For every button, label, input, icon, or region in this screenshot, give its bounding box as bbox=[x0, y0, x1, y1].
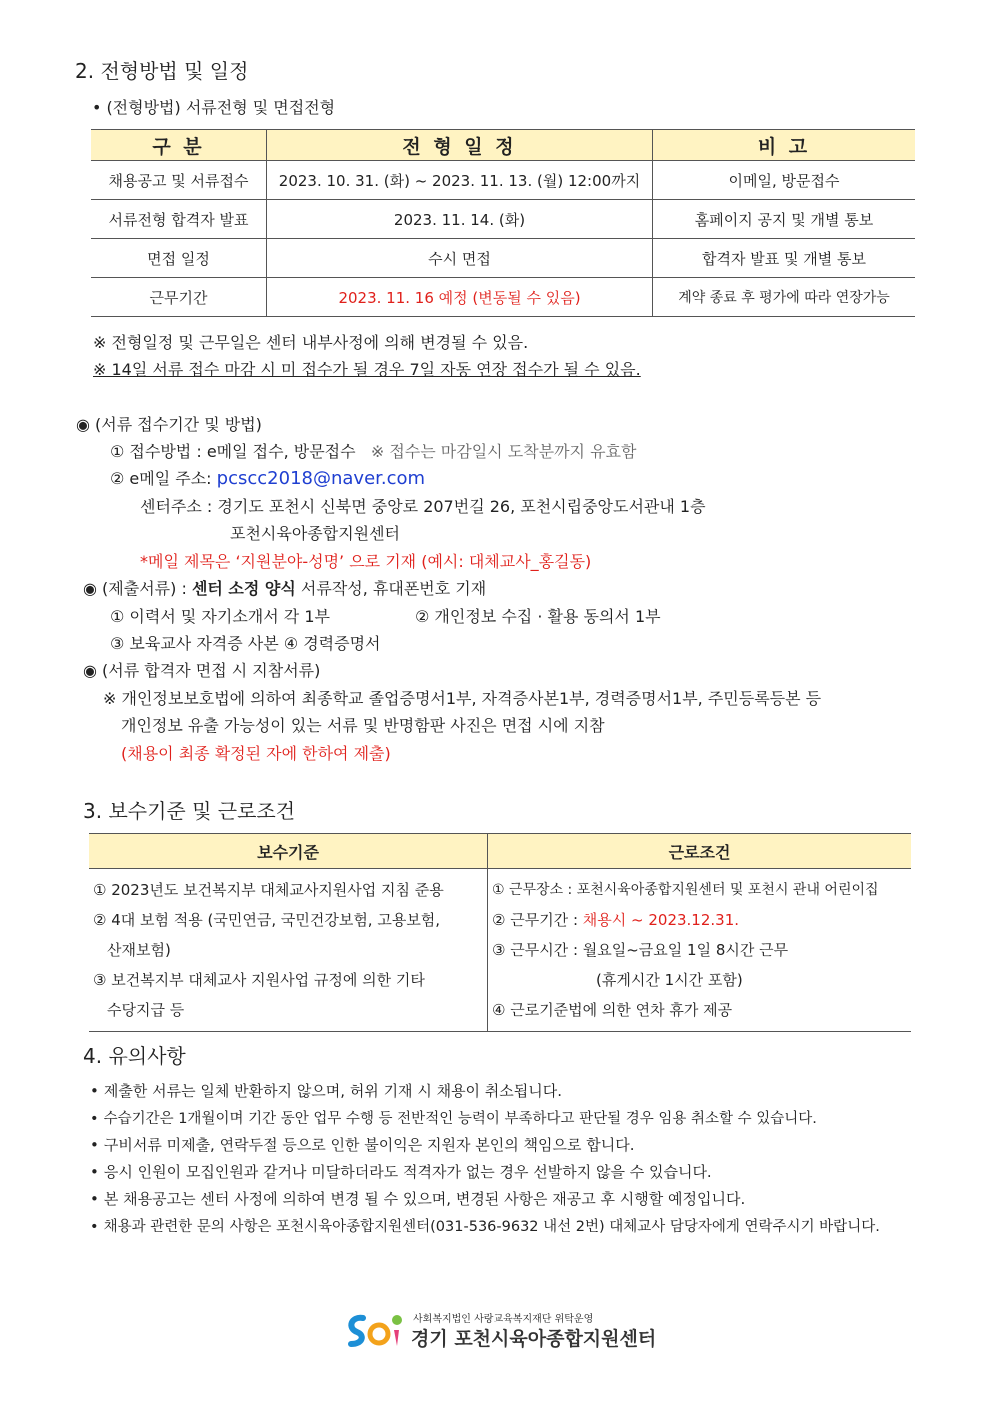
logo-mark-icon bbox=[345, 1310, 407, 1350]
interview-title: ◉ (서류 합격자 면접 시 지참서류) bbox=[83, 661, 321, 680]
docs-line-1a: ① 이력서 및 자기소개서 각 1부 bbox=[110, 607, 330, 626]
pay-table bbox=[89, 833, 911, 1032]
docs-title bbox=[83, 576, 486, 599]
table-row bbox=[91, 161, 915, 200]
center-logo bbox=[345, 1310, 665, 1350]
email-address[interactable]: pcscc2018@naver.com bbox=[216, 468, 426, 489]
condition-item: ④ 근로기준법에 의한 연차 휴가 제공 bbox=[492, 1001, 733, 1019]
receipt-method bbox=[110, 439, 636, 462]
pay-standard-cell bbox=[89, 869, 488, 1032]
notice-item: • 본 채용공고는 센터 사정에 의하여 변경 될 수 있으며, 변경된 사항은 재공고 후 시행할 예정입니다. bbox=[90, 1188, 745, 1209]
table-cell: 채용공고 및 서류접수 bbox=[91, 161, 267, 200]
receipt-method-note: ※ 접수는 마감일시 도착분까지 유효함 bbox=[370, 442, 637, 461]
table-cell: 서류전형 합격자 발표 bbox=[91, 200, 267, 239]
table-cell: 근무기간 bbox=[91, 278, 267, 317]
table-header-row bbox=[91, 130, 915, 161]
table-row bbox=[89, 869, 911, 1032]
table-cell: 2023. 10. 31. (화) ~ 2023. 11. 13. (월) 12:00까지 bbox=[267, 161, 653, 200]
notice-item: • 수습기간은 1개월이며 기간 동안 업무 수행 등 전반적인 능력이 부족하다고 판단될 경우 임용 취소할 수 있습니다. bbox=[90, 1107, 817, 1128]
org-name: 경기 포천시육아종합지원센터 bbox=[411, 1328, 657, 1350]
receipt-title: ◉ (서류 접수기간 및 방법) bbox=[76, 415, 262, 434]
address-line: 센터주소 : 경기도 포천시 신북면 중앙로 207번길 26, 포천시립중앙도서관내 1층 bbox=[140, 497, 706, 516]
interview-line-3: (채용이 최종 확정된 자에 한하여 제출) bbox=[121, 744, 391, 763]
extension-note: ※ 14일 서류 접수 마감 시 미 접수가 될 경우 7일 자동 연장 접수가 될 수 있음. bbox=[93, 360, 641, 379]
selection-method: • (전형방법) 서류전형 및 면접전형 bbox=[92, 95, 335, 118]
email-line bbox=[110, 466, 425, 489]
email-label: ② e메일 주소: bbox=[110, 469, 212, 488]
condition-item: ③ 근무시간 : 월요일~금요일 1일 8시간 근무 bbox=[492, 941, 789, 959]
table-cell: 수시 면접 bbox=[267, 239, 653, 278]
interview-line-2: 개인정보 유출 가능성이 있는 서류 및 반명함판 사진은 면접 시에 지참 bbox=[121, 716, 605, 735]
schedule-table bbox=[91, 129, 915, 317]
docs-line-1b: ② 개인정보 수집 · 활용 동의서 1부 bbox=[415, 607, 661, 626]
docs-suffix: 서류작성, 휴대폰번호 기재 bbox=[300, 579, 487, 598]
table-cell: 이메일, 방문접수 bbox=[653, 161, 916, 200]
pay-item: 수당지급 등 bbox=[107, 1001, 185, 1019]
table-header: 근로조건 bbox=[488, 834, 912, 869]
section2-title: 2. 전형방법 및 일정 bbox=[75, 59, 249, 83]
address-line-2: 포천시육아종합지원센터 bbox=[230, 524, 401, 543]
table-header: 전 형 일 정 bbox=[267, 130, 653, 161]
interview-line-1: ※ 개인정보보호법에 의하여 최종학교 졸업증명서1부, 자격증사본1부, 경력증명서1부, 주민등록등본 등 bbox=[103, 689, 822, 708]
pay-item: ③ 보건복지부 대체교사 지원사업 규정에 의한 기타 bbox=[93, 971, 425, 989]
table-cell: 홈페이지 공지 및 개별 통보 bbox=[653, 200, 916, 239]
table-cell: 2023. 11. 16 예정 (변동될 수 있음) bbox=[267, 278, 653, 317]
docs-prefix: ◉ (제출서류) : bbox=[83, 579, 187, 598]
docs-line-2: ③ 보육교사 자격증 사본 ④ 경력증명서 bbox=[110, 634, 381, 653]
receipt-method-text: ① 접수방법 : e메일 접수, 방문접수 bbox=[110, 442, 356, 461]
table-header-row bbox=[89, 834, 911, 869]
notice-item: • 응시 인원이 모집인원과 같거나 미달하더라도 적격자가 없는 경우 선발하지 않을 수 있습니다. bbox=[90, 1161, 712, 1182]
pay-item: ① 2023년도 보건복지부 대체교사지원사업 지침 준용 bbox=[93, 881, 444, 899]
schedule-note: ※ 전형일정 및 근무일은 센터 내부사정에 의해 변경될 수 있음. bbox=[93, 333, 529, 352]
pay-item: 산재보험) bbox=[107, 941, 171, 959]
table-cell: 면접 일정 bbox=[91, 239, 267, 278]
table-header: 구 분 bbox=[91, 130, 267, 161]
mail-subject-note: *메일 제목은 ‘지원분야-성명’ 으로 기재 (예시: 대체교사_홍길동) bbox=[140, 552, 592, 571]
condition-label: ② 근무기간 : bbox=[492, 911, 578, 929]
notice-item: • 채용과 관련한 문의 사항은 포천시육아종합지원센터(031-536-9632 내선 2번) 대체교사 담당자에게 연락주시기 바랍니다. bbox=[90, 1215, 880, 1236]
condition-value: 채용시 ~ 2023.12.31. bbox=[582, 911, 740, 929]
work-condition-cell bbox=[488, 869, 912, 1032]
table-header: 보수기준 bbox=[89, 834, 488, 869]
section4-title: 4. 유의사항 bbox=[83, 1044, 186, 1068]
section3-title: 3. 보수기준 및 근로조건 bbox=[83, 799, 296, 823]
notice-item: • 구비서류 미제출, 연락두절 등으로 인한 불이익은 지원자 본인의 책임으로 합니다. bbox=[90, 1134, 634, 1155]
table-row bbox=[91, 278, 915, 317]
table-row bbox=[91, 200, 915, 239]
docs-bold: 센터 소정 양식 bbox=[191, 579, 296, 598]
table-cell: 계약 종료 후 평가에 따라 연장가능 bbox=[653, 278, 916, 317]
table-cell: 2023. 11. 14. (화) bbox=[267, 200, 653, 239]
condition-item: (휴게시간 1시간 포함) bbox=[596, 971, 743, 989]
table-cell: 합격자 발표 및 개별 통보 bbox=[653, 239, 916, 278]
table-header: 비 고 bbox=[653, 130, 916, 161]
condition-item: ① 근무장소 : 포천시육아종합지원센터 및 포천시 관내 어린이집 bbox=[492, 882, 879, 898]
org-small-text: 사회복지법인 사랑교육복지재단 위탁운영 bbox=[413, 1314, 594, 1325]
pay-item: ② 4대 보험 적용 (국민연금, 국민건강보험, 고용보험, bbox=[93, 911, 441, 929]
table-row bbox=[91, 239, 915, 278]
condition-item bbox=[492, 905, 907, 935]
notice-item: • 제출한 서류는 일체 반환하지 않으며, 허위 기재 시 채용이 취소됩니다. bbox=[90, 1080, 562, 1101]
